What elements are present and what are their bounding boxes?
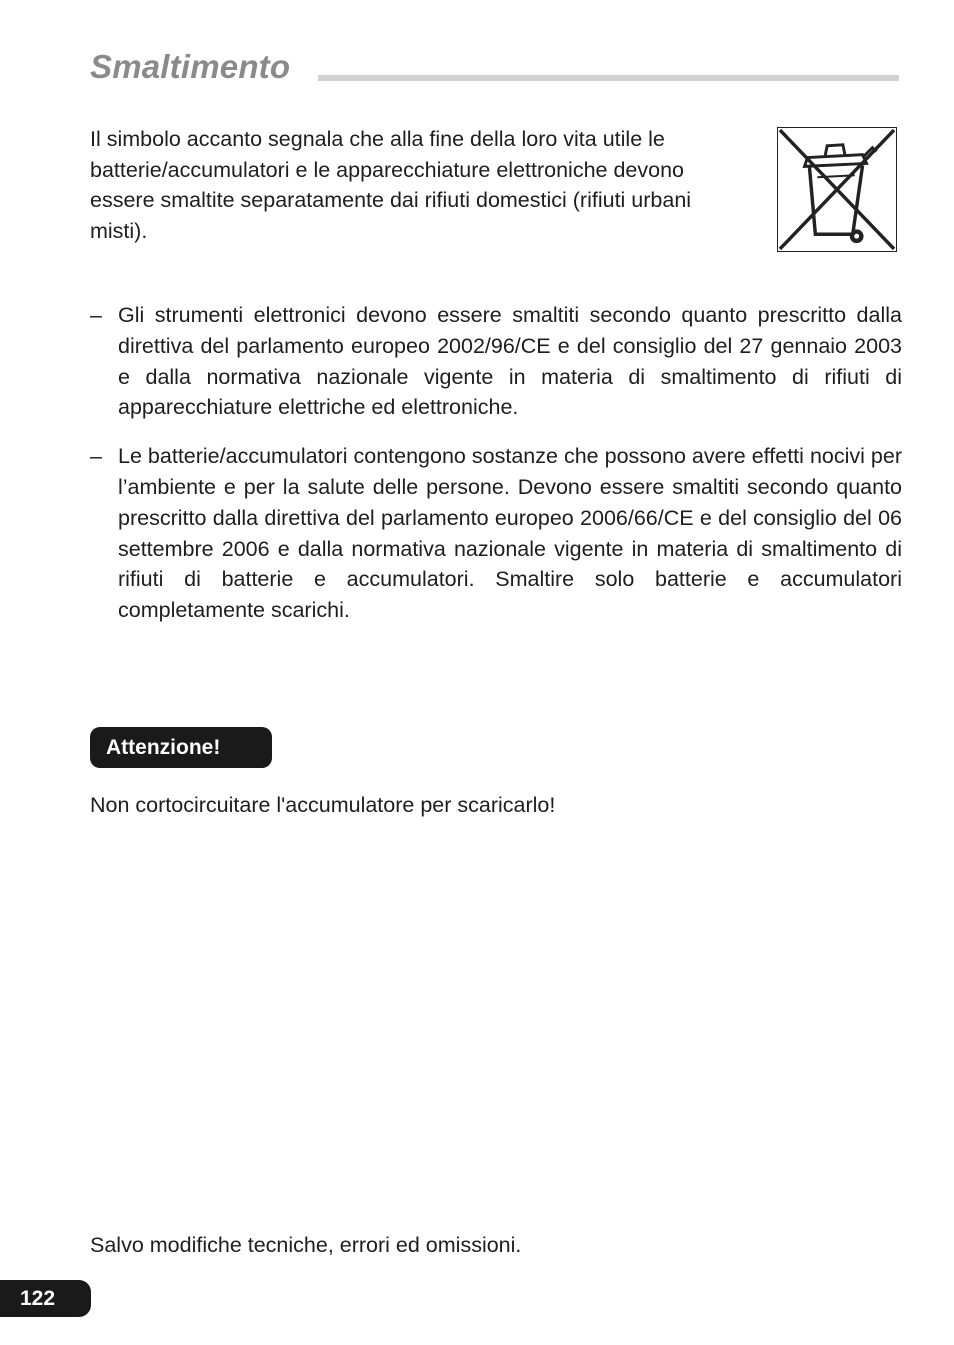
crossed-out-wheelie-bin-icon: [777, 127, 897, 252]
list-item-text: Gli strumenti elettronici devono essere smaltiti secondo quanto prescritto dalla direttiva del parlamento europeo 2002/96/CE e del consiglio del 27 gennaio 2003 e dalla normativa nazionale vigente in materia di smaltimento di rifiuti di apparecchiature elettriche ed elettroniche.: [118, 303, 902, 420]
disposal-list: [90, 300, 902, 644]
intro-paragraph: Il simbolo accanto segnala che alla fine della loro vita utile le batterie/accumulatori e le apparecchiature elettroniche devono essere smaltite separatamente dai rifiuti domestici (rifiuti urbani misti).: [90, 127, 692, 243]
list-dash: –: [90, 444, 102, 469]
warning-text: Non cortocircuitare l'accumulatore per scaricarlo!: [90, 793, 556, 817]
page-title: Smaltimento: [90, 48, 291, 85]
section-header: [90, 44, 899, 94]
footer-note: Salvo modifiche tecniche, errori ed omissioni.: [90, 1233, 522, 1257]
attention-badge: Attenzione!: [90, 727, 272, 768]
list-item: [90, 300, 902, 423]
list-item: [90, 441, 902, 626]
list-item-text: Le batterie/accumulatori contengono sostanze che possono avere effetti nocivi per l’ambiente e per la salute delle persone. Devono essere smaltiti secondo quanto prescritto dalla direttiva del parlamento europeo 2006/66/CE e del consiglio del 06 settembre 2006 e dalla normativa nazionale vigente in materia di smaltimento di rifiuti di batterie e accumulatori. Smaltire solo batterie e accumulatori completamente scarichi.: [118, 444, 902, 623]
list-dash: –: [90, 303, 102, 327]
page-number: 122: [0, 1280, 91, 1317]
title-rule: [318, 75, 899, 81]
